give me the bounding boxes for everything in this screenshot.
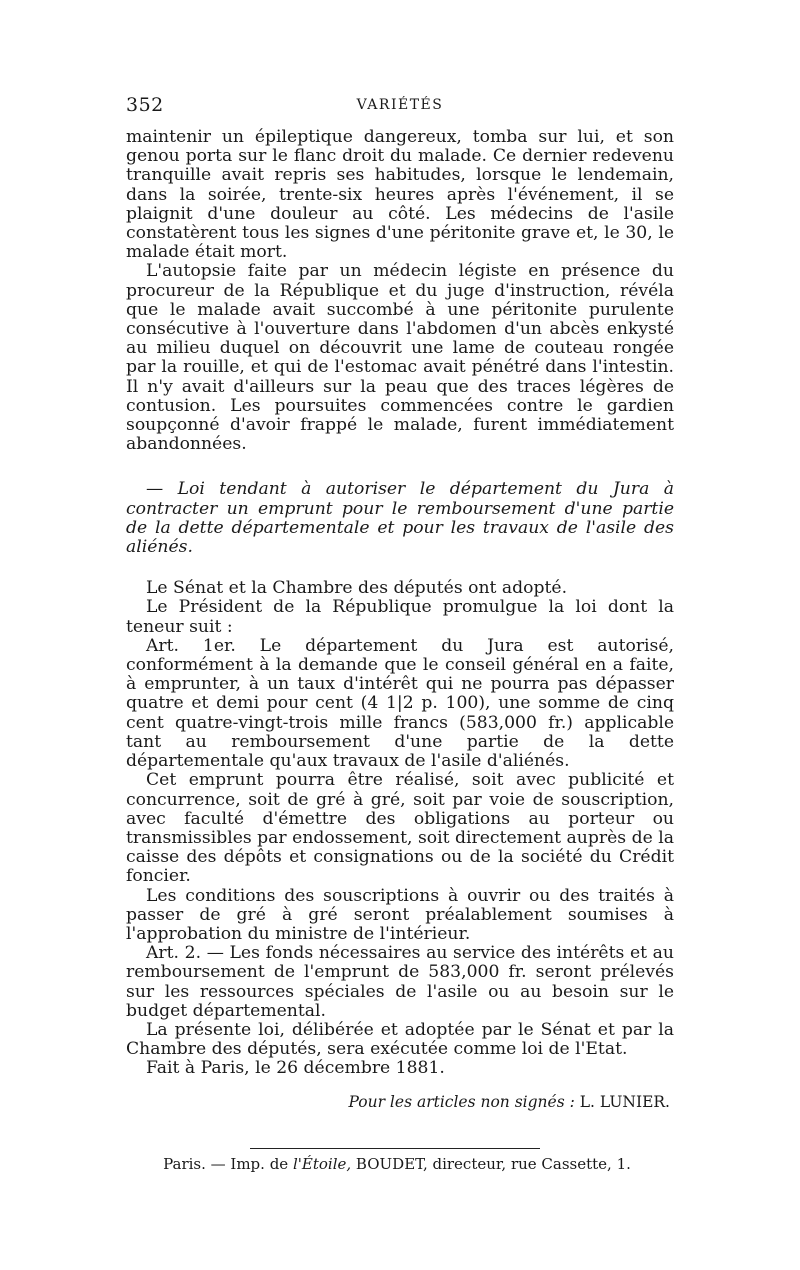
printer-imprint [126, 1155, 674, 1174]
law-heading: — Loi tendant à autoriser le département du Jura à contracter un emprunt pour le remboursement d'une partie de la dette départementale et pour les travaux de l'asile des aliénés. [126, 479, 674, 558]
law-paragraph-adopted: Le Sénat et la Chambre des députés ont adopté. [146, 578, 568, 599]
footer-rule [250, 1148, 540, 1149]
law-date-line: Fait à Paris, le 26 décembre 1881. [146, 1058, 445, 1079]
law-paragraph-conditions: Les conditions des souscriptions à ouvrir ou des traités à passer de gré à gré seront préalablement soumises à l'approbation du ministre de l'intérieur. [126, 885, 674, 944]
imprint-printer: BOUDET, directeur, rue Cassette, 1. [355, 1154, 631, 1173]
law-paragraph-execution: La présente loi, délibérée et adoptée par le Sénat et par la Chambre des députés, sera exécutée comme loi de l'Etat. [126, 1019, 674, 1060]
paragraph-autopsy: L'autopsie faite par un médecin légiste en présence du procureur de la République et du juge d'instruction, révéla que le malade avait succombé à une péritonite purulente consécutive à l'ouverture dans l'abdomen d'un abcès enkysté au milieu duquel on découvrit une lame de couteau rongée par la rouille, et qui de l'estomac avait pénétré dans l'intestin. Il n'y avait d'ailleurs sur la peau que des traces légères de contusion. Les poursuites commencées contre le gardien soupçonné d'avoir frappé le malade, furent immédiatement abandonnées. [126, 261, 674, 455]
signature-name: L. LUNIER. [579, 1092, 670, 1111]
signature-line [126, 1093, 674, 1112]
imprint-city: Paris. — Imp. de [163, 1154, 289, 1173]
body-text [126, 128, 674, 1174]
law-article-1: Art. 1er. Le département du Jura est autorisé, conformément à la demande que le conseil général en a faite, à emprunter, à un taux d'intérêt qui ne pourra pas dépasser quatre et demi pour cent (4 1|2 p. 100), une somme de cinq cent quatre-vingt-trois mille francs (583,000 fr.) applicable tant au remboursement d'une partie de la dette départementale qu'aux travaux de l'asile d'aliénés. [126, 635, 674, 772]
law-paragraph-promulgation: Le Président de la République promulgue la loi dont la teneur suit : [126, 597, 674, 637]
paragraph-continuation: maintenir un épileptique dangereux, tomba sur lui, et son genou porta sur le flanc droit du malade. Ce dernier redevenu tranquille avait repris ses habitudes, lorsque le lendemain, dans la soirée, trente-six heures après l'événement, il se plaignit d'une douleur au côté. Les médecins de l'asile constatèrent tous les signes d'une péritonite grave et, le 30, le malade était mort. [126, 127, 674, 263]
page-number: 352 [126, 94, 164, 116]
signature-prefix: Pour les articles non signés : [348, 1092, 575, 1111]
book-page [126, 94, 674, 1174]
running-title: VARIÉTÉS [356, 97, 444, 113]
law-paragraph-loan-terms: Cet emprunt pourra être réalisé, soit avec publicité et concurrence, soit de gré à gré, soit par voie de souscription, avec faculté d'émettre des obligations au porteur ou transmissibles par endossement, soit directement auprès de la caisse des dépôts et consignations ou de la société du Crédit foncier. [126, 770, 674, 887]
imprint-journal: l'Étoile, [292, 1154, 352, 1173]
law-article-2: Art. 2. — Les fonds nécessaires au service des intérêts et au remboursement de l'emprunt de 583,000 fr. seront prélevés sur les ressources spéciales de l'asile ou au besoin sur le budget départemental. [126, 943, 674, 1021]
running-head [126, 94, 674, 118]
